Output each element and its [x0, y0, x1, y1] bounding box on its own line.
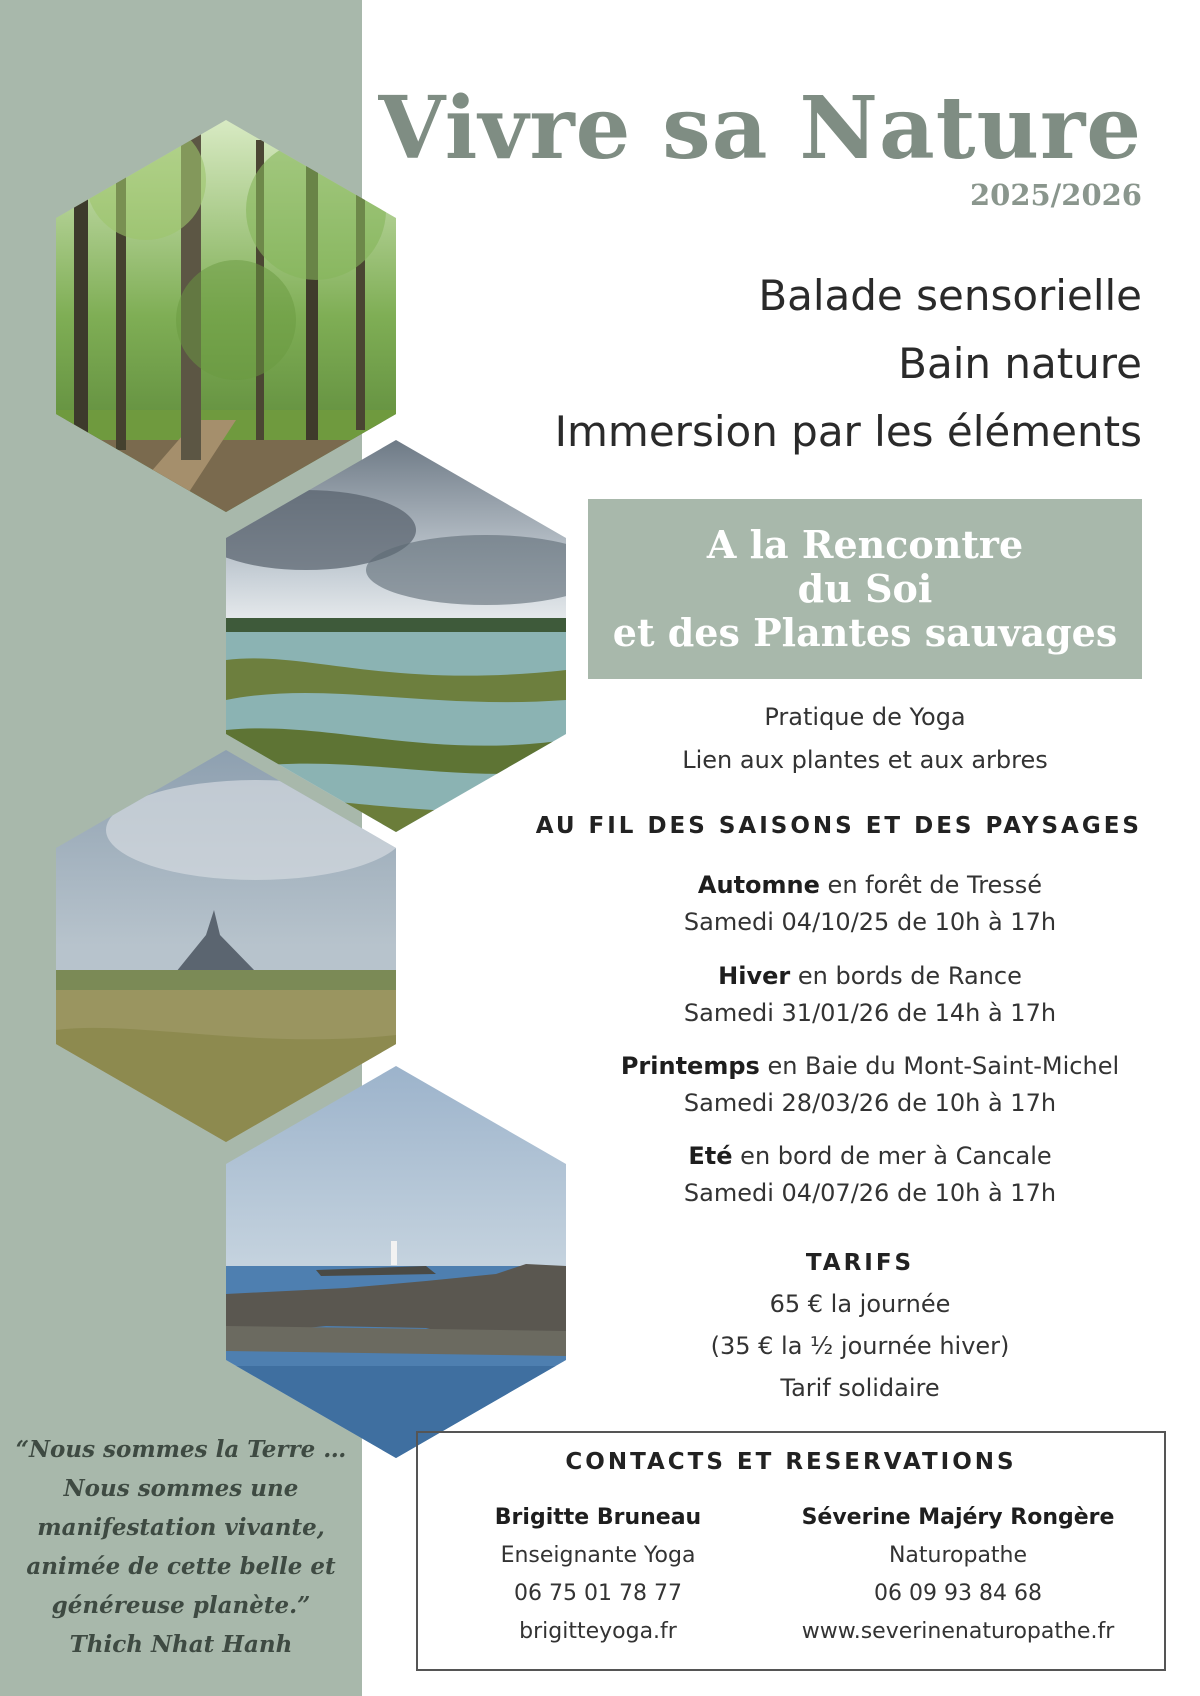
contacts-heading: CONTACTS ET RESERVATIONS — [565, 1449, 1017, 1475]
quote-line: généreuse planète.” — [51, 1592, 311, 1619]
season-summer — [560, 1138, 1180, 1212]
season-date: Samedi 04/10/25 de 10h à 17h — [683, 908, 1057, 936]
season-date: Samedi 31/01/26 de 14h à 17h — [683, 999, 1057, 1027]
activities-list — [555, 262, 1142, 466]
activity-item: Bain nature — [898, 339, 1142, 388]
tarifs-heading: TARIFS — [805, 1250, 915, 1276]
season-name: Hiver — [718, 962, 791, 990]
quote-author: Thich Nhat Hanh — [69, 1631, 293, 1658]
banner-line: et des Plantes sauvages — [612, 610, 1118, 655]
quote-line: animée de cette belle et — [26, 1553, 336, 1580]
quote-line: “Nous sommes la Terre … — [15, 1436, 347, 1463]
season-date: Samedi 28/03/26 de 10h à 17h — [683, 1089, 1057, 1117]
contact-role: Enseignante Yoga — [500, 1543, 696, 1568]
lighthouse-sea-photo — [226, 1066, 566, 1458]
contact-brigitte — [448, 1499, 748, 1651]
contact-website-link[interactable]: brigitteyoga.fr — [519, 1619, 677, 1644]
activity-item: Immersion par les éléments — [554, 407, 1142, 456]
season-date: Samedi 04/07/26 de 10h à 17h — [683, 1179, 1057, 1207]
season-name: Automne — [697, 871, 820, 899]
season-year: 2025/2026 — [969, 178, 1142, 212]
activity-item: Balade sensorielle — [758, 271, 1142, 320]
contact-website-link[interactable]: www.severinenaturopathe.fr — [801, 1619, 1115, 1644]
contact-name: Brigitte Bruneau — [494, 1505, 702, 1530]
season-place: en Baie du Mont-Saint-Michel — [767, 1052, 1120, 1080]
contact-name: Séverine Majéry Rongère — [801, 1505, 1115, 1530]
practice-item: Lien aux plantes et aux arbres — [682, 746, 1048, 774]
season-name: Eté — [688, 1142, 733, 1170]
tarifs-section — [560, 1243, 1160, 1409]
practice-item: Pratique de Yoga — [764, 703, 966, 731]
tarif-line: Tarif solidaire — [780, 1374, 940, 1402]
practices-list — [588, 696, 1142, 782]
banner-line: du Soi — [797, 566, 933, 611]
theme-banner — [588, 499, 1142, 679]
season-place: en forêt de Tressé — [827, 871, 1043, 899]
contact-severine — [768, 1499, 1148, 1651]
quote-block — [0, 1430, 362, 1664]
contact-phone[interactable]: 06 09 93 84 68 — [874, 1581, 1042, 1606]
season-autumn — [560, 867, 1180, 941]
season-place: en bords de Rance — [797, 962, 1022, 990]
contacts-box — [416, 1431, 1166, 1671]
banner-line: A la Rencontre — [706, 522, 1024, 567]
tarif-line: (35 € la ½ journée hiver) — [710, 1332, 1010, 1360]
quote-line: manifestation vivante, — [37, 1514, 325, 1541]
season-place: en bord de mer à Cancale — [740, 1142, 1052, 1170]
quote-line: Nous sommes une — [63, 1475, 299, 1502]
contact-role: Naturopathe — [888, 1543, 1028, 1568]
tarif-line: 65 € la journée — [769, 1290, 951, 1318]
season-winter — [560, 958, 1180, 1032]
contact-phone[interactable]: 06 75 01 78 77 — [514, 1581, 682, 1606]
page-title: Vivre sa Nature — [378, 78, 1142, 179]
season-name: Printemps — [620, 1052, 760, 1080]
season-spring — [560, 1048, 1180, 1122]
seasons-heading: AU FIL DES SAISONS ET DES PAYSAGES — [535, 813, 1142, 839]
